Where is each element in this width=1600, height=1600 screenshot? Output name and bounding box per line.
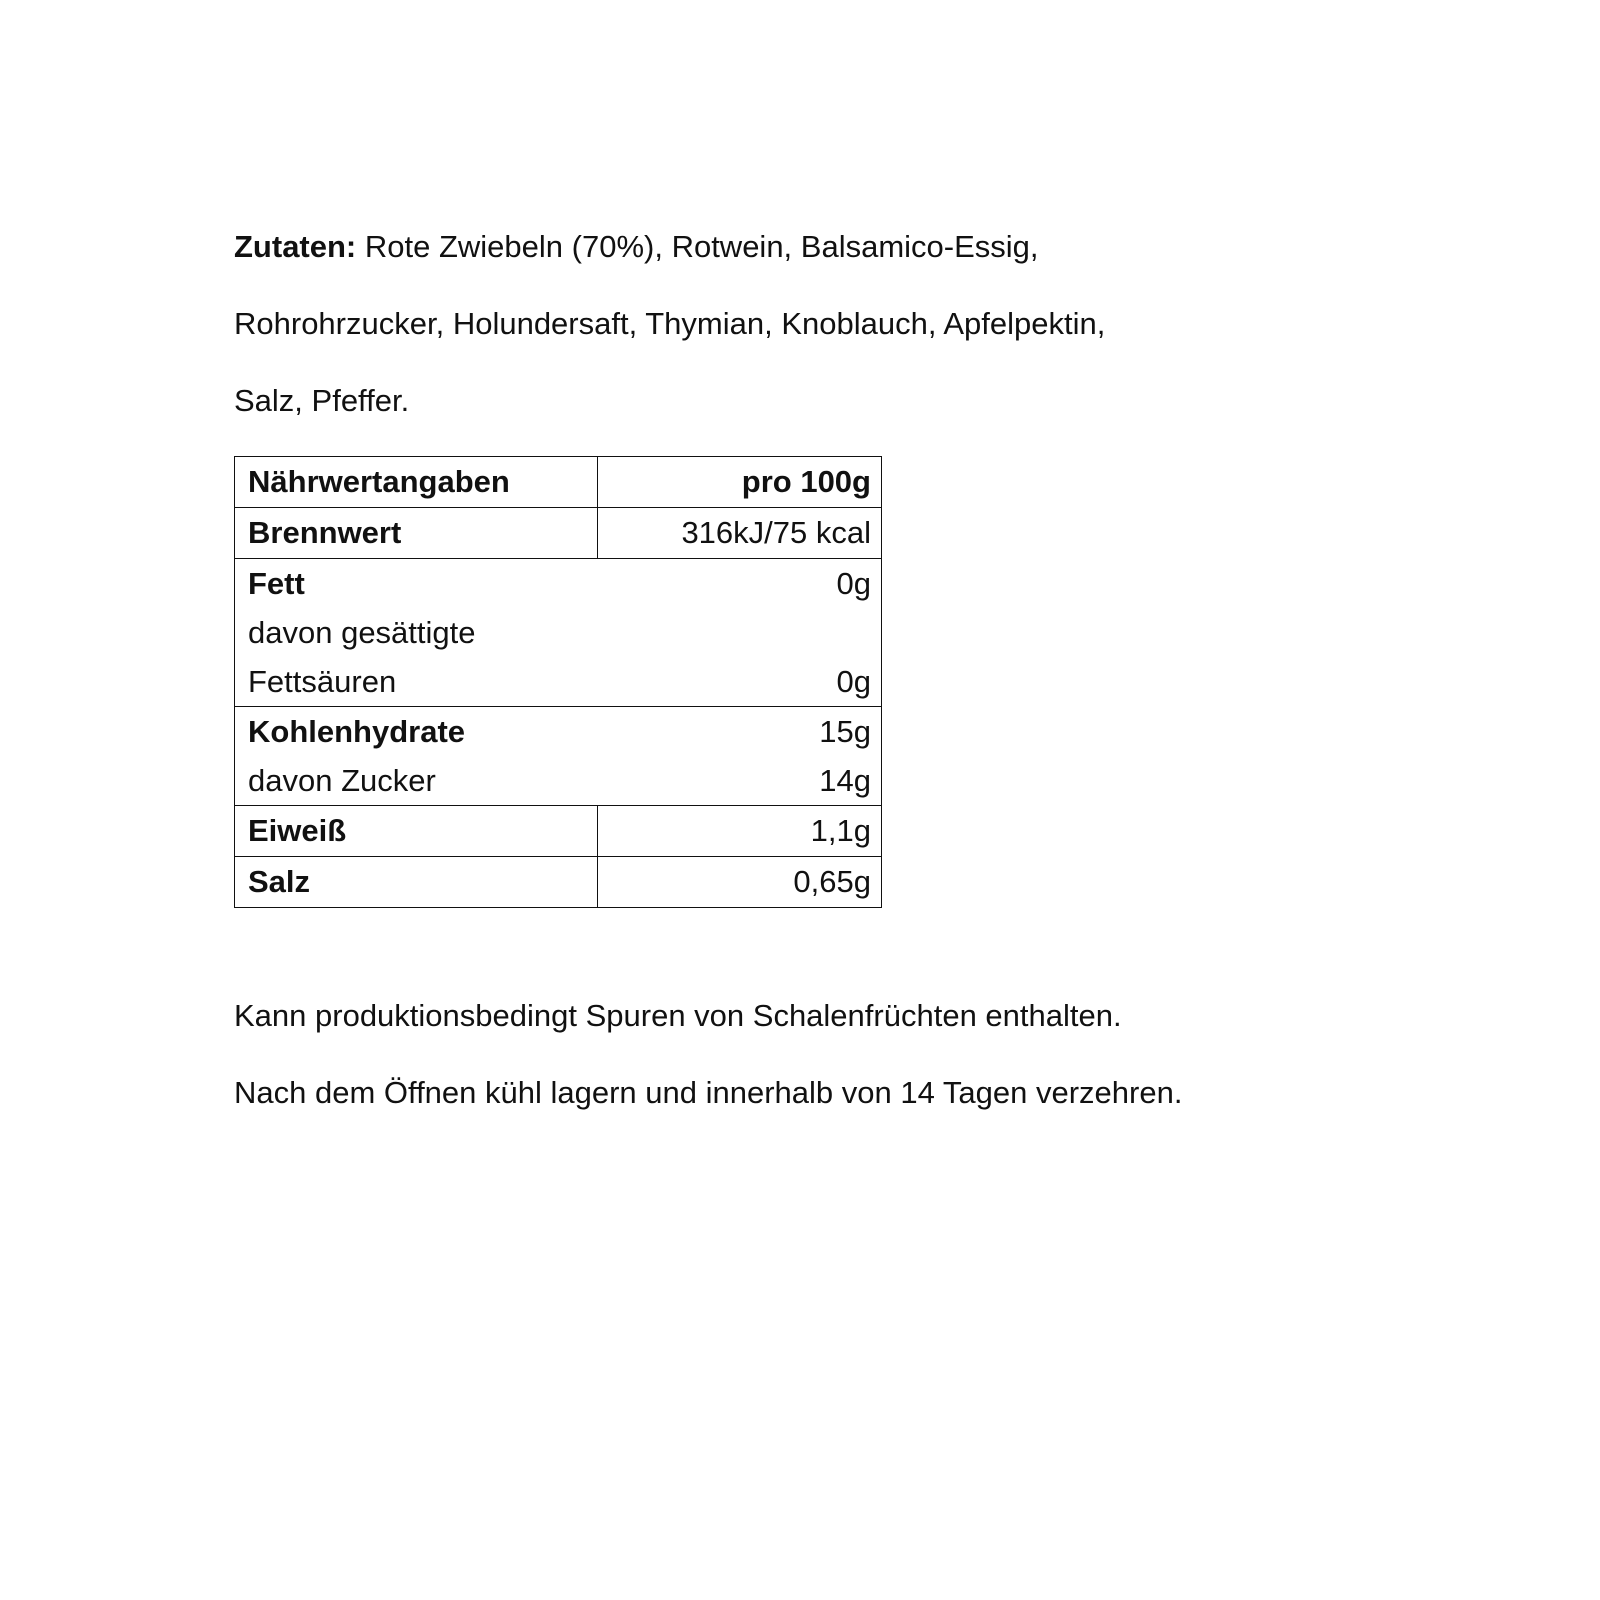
ingredients-line-2: Rohrohrzucker, Holundersaft, Thymian, Knoblauch, Apfelpektin, [234,306,1106,341]
energy-row [235,508,882,559]
sugar-label: davon Zucker [248,763,436,798]
nutrition-header-row [235,457,882,508]
salt-row [235,857,882,908]
ingredients-text-1: Rote Zwiebeln (70%), Rotwein, Balsamico-Essig, [356,229,1039,264]
energy-value: 316kJ/75 kcal [597,508,881,559]
saturated-fat-value: 0g [836,664,871,699]
fat-value: 0g [836,566,871,601]
carbs-value: 15g [819,714,871,749]
nutrition-table [234,456,882,908]
ingredients-label: Zutaten: [234,229,357,264]
protein-value: 1,1g [597,806,881,857]
ingredients-line-3: Salz, Pfeffer. [234,383,410,418]
carbs-row [235,707,882,806]
salt-label: Salz [235,857,598,908]
storage-note: Nach dem Öffnen kühl lagern und innerhalb von 14 Tagen verzehren. [234,1075,1183,1110]
fat-label: Fett [248,566,305,601]
carbs-label: Kohlenhydrate [248,714,466,749]
fat-cell [235,559,882,707]
protein-label: Eiweiß [235,806,598,857]
carbs-cell [235,707,882,806]
energy-label: Brennwert [235,508,598,559]
protein-row [235,806,882,857]
saturated-fat-label-2: Fettsäuren [248,664,397,699]
ingredients-line-1 [234,227,1039,267]
saturated-fat-label-1: davon gesättigte [248,615,476,650]
fat-row [235,559,882,707]
traces-note: Kann produktionsbedingt Spuren von Schalenfrüchten enthalten. [234,998,1122,1033]
nutrition-header-label: Nährwertangaben [235,457,598,508]
salt-value: 0,65g [597,857,881,908]
sugar-value: 14g [819,763,871,798]
nutrition-header-value: pro 100g [597,457,881,508]
